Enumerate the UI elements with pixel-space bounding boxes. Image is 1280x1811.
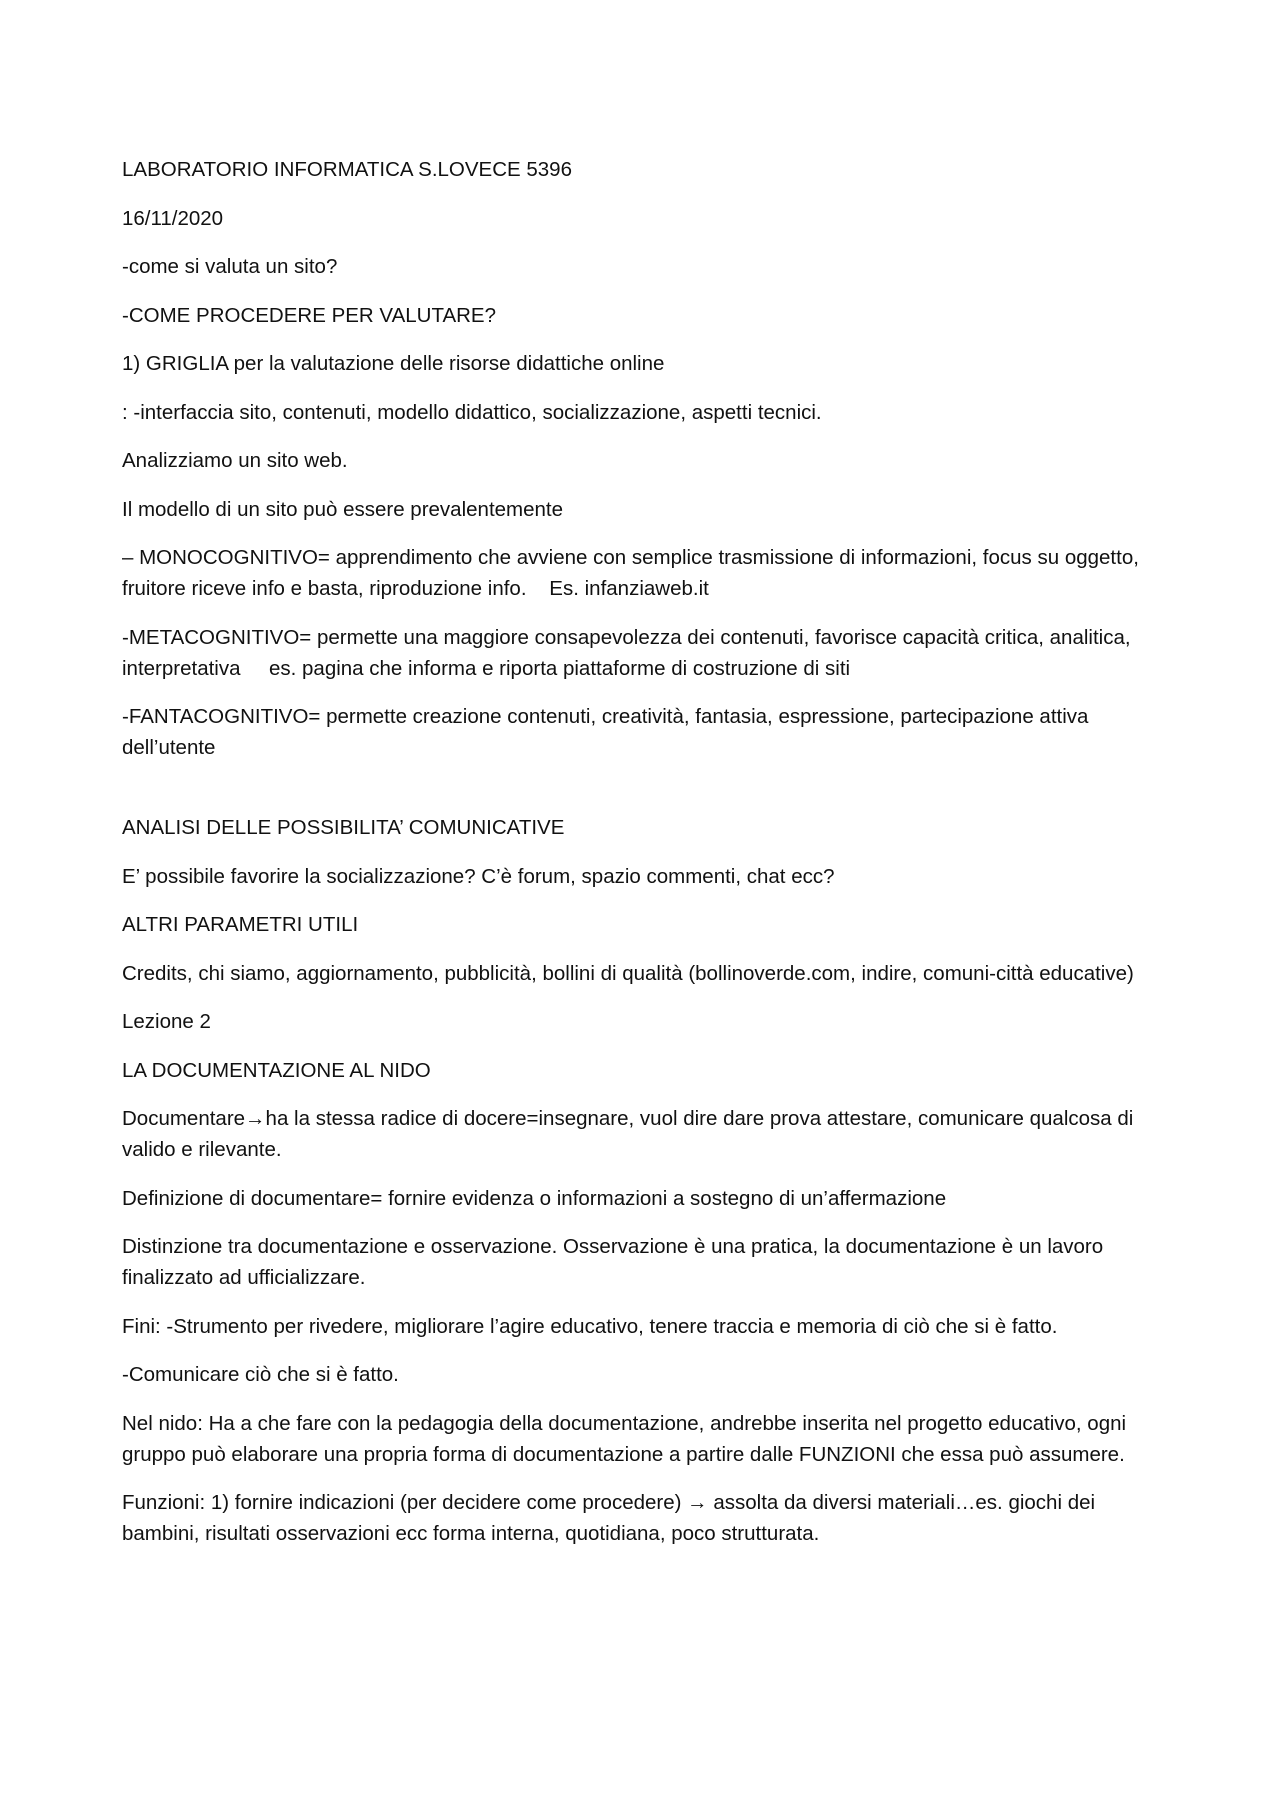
section-heading: LA DOCUMENTAZIONE AL NIDO (122, 1058, 431, 1082)
paragraph: Analizziamo un sito web. (122, 449, 348, 472)
document-date: 16/11/2020 (122, 206, 224, 230)
section-heading: ALTRI PARAMETRI UTILI (122, 913, 359, 936)
paragraph: Il modello di un sito può essere prevalentemente (122, 497, 564, 521)
paragraph: Definizione di documentare= fornire evidenza o informazioni a sostegno di un’affermazione (122, 1186, 947, 1210)
paragraph: Fini: -Strumento per rivedere, migliorare l’agire educativo, tenere traccia e memoria di ciò che si è fatto. (122, 1314, 1058, 1338)
paragraph-monocognitivo: – MONOCOGNITIVO= apprendimento che avviene con semplice trasmissione di informazioni, focus su oggetto, fruitore riceve info e basta, riproduzione info. Es. infanziaweb.it (122, 546, 1145, 600)
paragraph: Documentare→ha la stessa radice di docere=insegnare, vuol dire dare prova attestare, comunicare qualcosa di valido e rilevante. (122, 1107, 1140, 1161)
section-heading: ANALISI DELLE POSSIBILITA’ COMUNICATIVE (122, 816, 565, 839)
paragraph: -COME PROCEDERE PER VALUTARE? (122, 303, 497, 327)
paragraph-metacognitivo: -METACOGNITIVO= permette una maggiore consapevolezza dei contenuti, favorisce capacità critica, analitica, interpretativa es. pagina che informa e riporta piattaforme di costruzione di siti (122, 625, 1137, 680)
paragraph: Nel nido: Ha a che fare con la pedagogia della documentazione, andrebbe inserita nel progetto educativo, ogni gruppo può elaborare una propria forma di documentazione a partire dalle FUNZIONI che essa può assumere. (122, 1411, 1132, 1466)
document-page (122, 154, 1172, 1567)
paragraph-fantacognitivo: -FANTACOGNITIVO= permette creazione contenuti, creatività, fantasia, espressione, partecipazione attiva dell’utente (122, 705, 1095, 759)
paragraph: Distinzione tra documentazione e osservazione. Osservazione è una pratica, la documentazione è un lavoro finalizzato ad ufficializzare. (122, 1235, 1109, 1289)
paragraph: : -interfaccia sito, contenuti, modello didattico, socializzazione, aspetti tecnici. (122, 400, 822, 424)
paragraph: Credits, chi siamo, aggiornamento, pubblicità, bollini di qualità (bollinoverde.com, indire, comuni-città educative) (122, 961, 1134, 985)
paragraph: -come si valuta un sito? (122, 255, 338, 278)
paragraph: Funzioni: 1) fornire indicazioni (per decidere come procedere) → assolta da diversi materiali…es. giochi dei bambini, risultati osservazioni ecc forma interna, quotidiana, poco strutturata. (122, 1491, 1101, 1545)
paragraph: -Comunicare ciò che si è fatto. (122, 1363, 399, 1386)
lesson-heading: Lezione 2 (122, 1010, 211, 1033)
document-title: LABORATORIO INFORMATICA S.LOVECE 5396 (122, 158, 572, 181)
paragraph: 1) GRIGLIA per la valutazione delle risorse didattiche online (122, 352, 665, 375)
paragraph: E’ possibile favorire la socializzazione? C’è forum, spazio commenti, chat ecc? (122, 864, 835, 888)
